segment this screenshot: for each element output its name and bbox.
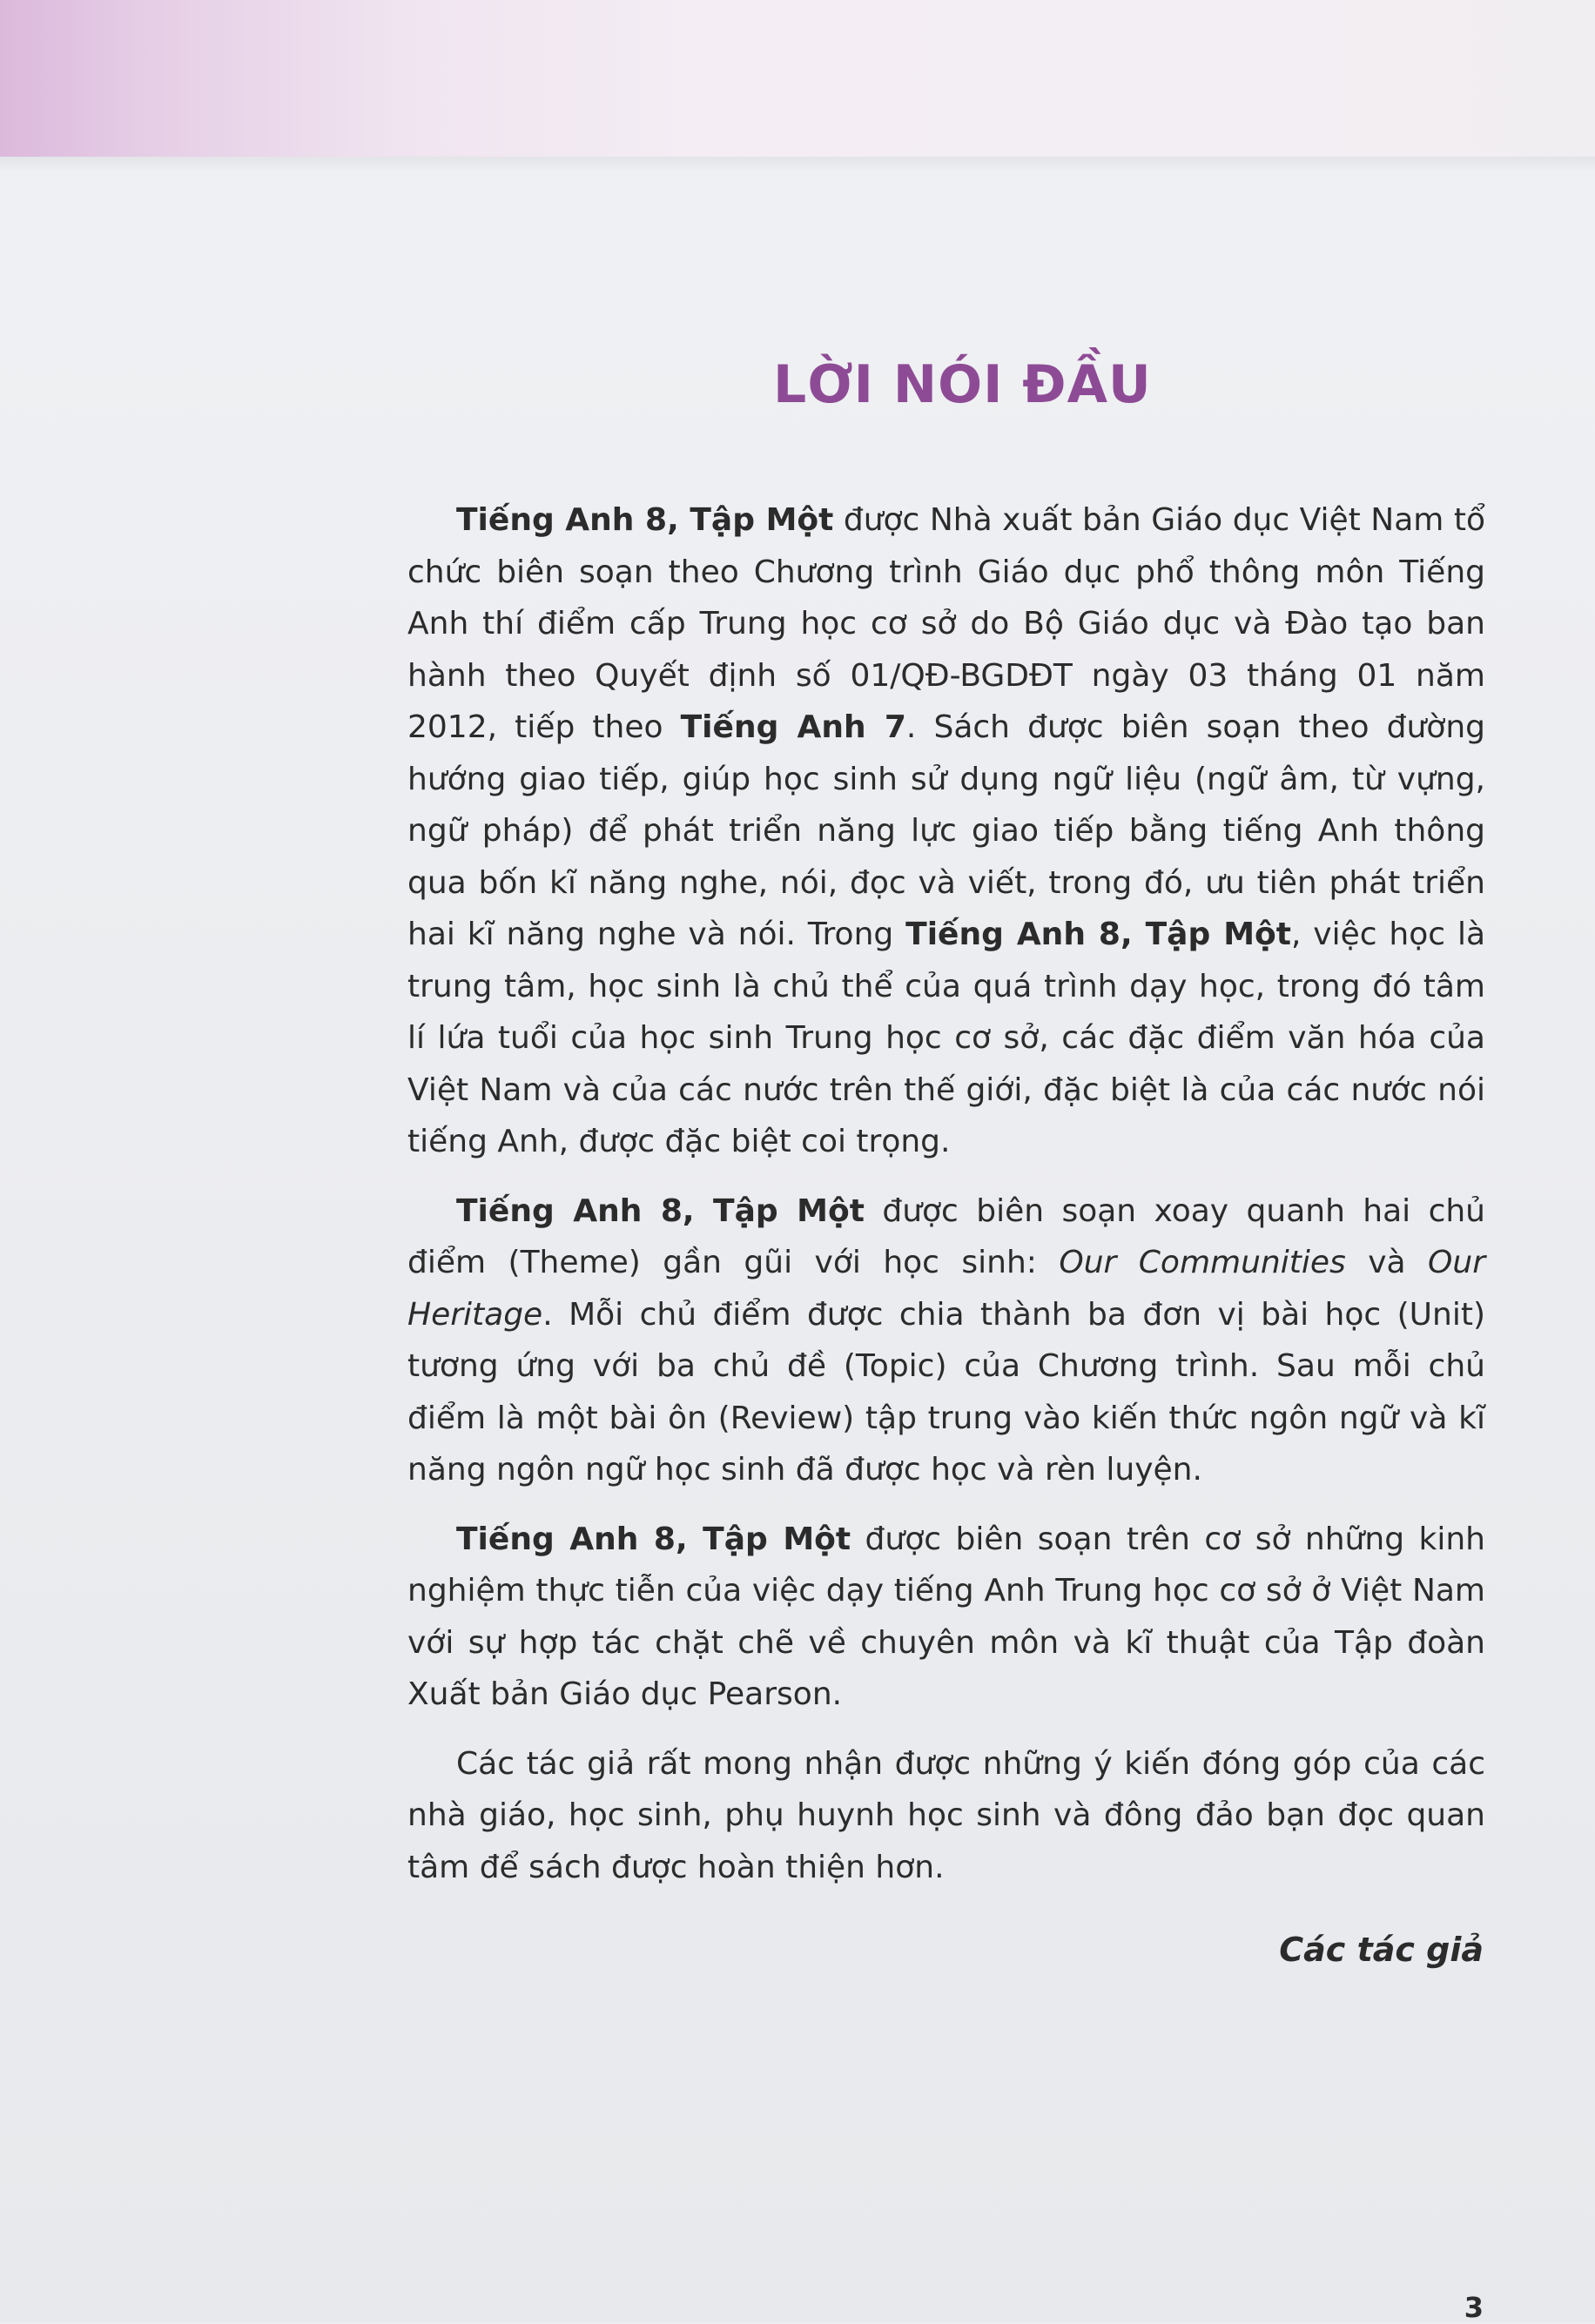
paragraph-4 (407, 1738, 1485, 1894)
theme-name: Our Heritage (407, 1245, 1485, 1333)
paragraph-3 (407, 1514, 1485, 1721)
book-name: Tiếng Anh 7 (680, 709, 906, 745)
header-color-band (0, 0, 1595, 157)
preface-body (407, 494, 1485, 1911)
paragraph-text: . Mỗi chủ điểm được chia thành ba đơn vị bài học (Unit) tương ứng với ba chủ đề (Topic) của Chương trình. Sau mỗi chủ điểm là một bài ôn (Review) tập trung vào kiến thức ngôn ngữ và kĩ năng ngôn ngữ học sinh đã được học và rèn luyện. (407, 1296, 1485, 1488)
page-number: 3 (1464, 2291, 1484, 2324)
paragraph-2 (407, 1186, 1485, 1496)
page-title: LỜI NÓI ĐẦU (773, 354, 1152, 415)
paragraph-text: được Nhà xuất bản Giáo dục Việt Nam tổ chức biên soạn theo Chương trình Giáo dục phổ thông môn Tiếng Anh thí điểm cấp Trung học cơ sở do Bộ Giáo dục và Đào tạo ban hành theo Quyết định số 01/QĐ-BGDĐT ngày 03 tháng 01 năm 2012, tiếp theo (407, 502, 1485, 745)
paragraph-text: và (1345, 1245, 1429, 1280)
paragraph-1 (407, 494, 1485, 1168)
theme-name: Our Communities (1059, 1245, 1346, 1280)
book-name: Tiếng Anh 8, Tập Một (905, 917, 1291, 952)
paragraph-text: , việc học là trung tâm, học sinh là chủ thể của quá trình dạy học, trong đó tâm lí lứa tuổi của học sinh Trung học cơ sở, các đặc điểm văn hóa của Việt Nam và của các nước trên thế giới, đặc biệt là của các nước nói tiếng Anh, được đặc biệt coi trọng. (407, 917, 1485, 1159)
paragraph-text: được biên soạn trên cơ sở những kinh nghiệm thực tiễn của việc dạy tiếng Anh Trung học cơ sở ở Việt Nam với sự hợp tác chặt chẽ về chuyên môn và kĩ thuật của Tập đoàn Xuất bản Giáo dục Pearson. (407, 1521, 1485, 1712)
paragraph-text: Các tác giả rất mong nhận được những ý kiến đóng góp của các nhà giáo, học sinh, phụ huynh học sinh và đông đảo bạn đọc quan tâm để sách được hoàn thiện hơn. (407, 1745, 1485, 1885)
paragraph-text: được biên soạn xoay quanh hai chủ điểm (Theme) gần gũi với học sinh: (407, 1192, 1485, 1280)
book-name: Tiếng Anh 8, Tập Một (456, 1521, 851, 1557)
paragraph-text: . Sách được biên soạn theo đường hướng giao tiếp, giúp học sinh sử dụng ngữ liệu (ngữ âm, từ vựng, ngữ pháp) để phát triển năng lực giao tiếp bằng tiếng Anh thông qua bốn kĩ năng nghe, nói, đọc và viết, trong đó, ưu tiên phát triển hai kĩ năng nghe và nói. Trong (407, 709, 1485, 952)
book-name: Tiếng Anh 8, Tập Một (456, 502, 834, 538)
book-name: Tiếng Anh 8, Tập Một (456, 1192, 865, 1229)
signature: Các tác giả (1279, 1931, 1484, 1969)
